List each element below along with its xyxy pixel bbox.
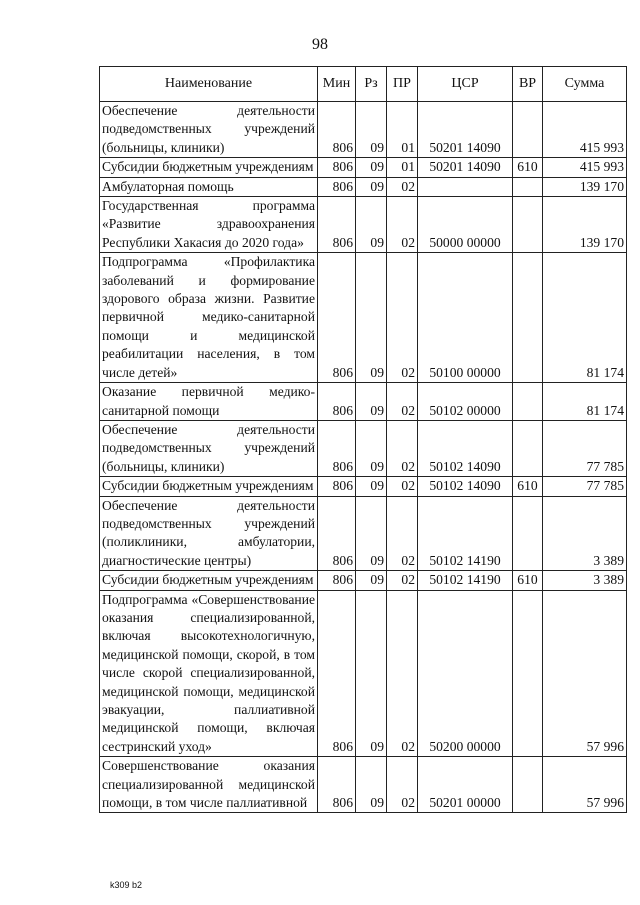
cell-vr	[513, 496, 543, 571]
cell-rz: 09	[356, 496, 387, 571]
header-name: Наименование	[100, 67, 318, 102]
table-row	[100, 197, 627, 253]
cell-min: 806	[318, 420, 356, 476]
cell-pr: 02	[387, 383, 418, 421]
cell-pr: 01	[387, 158, 418, 177]
cell-name: Субсидии бюджетным учреждениям	[100, 477, 318, 496]
cell-name: Совершенствование оказания специализированной медицинской помощи, в том числе паллиативной	[100, 757, 318, 813]
cell-min: 806	[318, 590, 356, 757]
header-min: Мин	[318, 67, 356, 102]
cell-sum: 415 993	[543, 158, 627, 177]
cell-vr	[513, 197, 543, 253]
cell-name: Амбулаторная помощь	[100, 177, 318, 196]
table-row	[100, 496, 627, 571]
cell-vr	[513, 177, 543, 196]
cell-csr: 50100 00000	[418, 253, 513, 383]
cell-rz: 09	[356, 197, 387, 253]
cell-name: Обеспечение деятельности подведомственных учреждений (больницы, клиники)	[100, 420, 318, 476]
cell-rz: 09	[356, 590, 387, 757]
cell-min: 806	[318, 177, 356, 196]
table-row	[100, 757, 627, 813]
cell-rz: 09	[356, 757, 387, 813]
table-row	[100, 420, 627, 476]
cell-rz: 09	[356, 571, 387, 590]
cell-csr: 50201 00000	[418, 757, 513, 813]
cell-min: 806	[318, 158, 356, 177]
cell-sum: 3 389	[543, 496, 627, 571]
cell-vr	[513, 253, 543, 383]
cell-pr: 02	[387, 757, 418, 813]
cell-rz: 09	[356, 253, 387, 383]
cell-sum: 139 170	[543, 177, 627, 196]
cell-vr	[513, 757, 543, 813]
cell-csr: 50000 00000	[418, 197, 513, 253]
table-row	[100, 590, 627, 757]
cell-pr: 02	[387, 177, 418, 196]
header-pr: ПР	[387, 67, 418, 102]
header-vr: ВР	[513, 67, 543, 102]
header-csr: ЦСР	[418, 67, 513, 102]
table-header	[100, 67, 627, 102]
cell-name: Обеспечение деятельности подведомственных учреждений (поликлиники, амбулатории, диагностические центры)	[100, 496, 318, 571]
cell-min: 806	[318, 571, 356, 590]
cell-sum: 3 389	[543, 571, 627, 590]
cell-vr: 610	[513, 571, 543, 590]
cell-pr: 02	[387, 590, 418, 757]
cell-name: Обеспечение деятельности подведомственных учреждений (больницы, клиники)	[100, 102, 318, 158]
cell-rz: 09	[356, 383, 387, 421]
table-row	[100, 102, 627, 158]
cell-pr: 02	[387, 477, 418, 496]
cell-vr	[513, 102, 543, 158]
header-row	[100, 67, 627, 102]
cell-sum: 139 170	[543, 197, 627, 253]
table-row	[100, 253, 627, 383]
table-body	[100, 102, 627, 813]
cell-vr: 610	[513, 158, 543, 177]
cell-min: 806	[318, 197, 356, 253]
cell-csr: 50201 14090	[418, 158, 513, 177]
cell-rz: 09	[356, 177, 387, 196]
cell-pr: 02	[387, 253, 418, 383]
cell-vr	[513, 590, 543, 757]
cell-pr: 02	[387, 496, 418, 571]
cell-min: 806	[318, 477, 356, 496]
cell-pr: 01	[387, 102, 418, 158]
cell-vr: 610	[513, 477, 543, 496]
cell-csr: 50201 14090	[418, 102, 513, 158]
cell-sum: 415 993	[543, 102, 627, 158]
cell-rz: 09	[356, 102, 387, 158]
table-row	[100, 158, 627, 177]
table-row	[100, 383, 627, 421]
cell-sum: 57 996	[543, 590, 627, 757]
cell-name: Оказание первичной медико-санитарной помощи	[100, 383, 318, 421]
header-sum: Сумма	[543, 67, 627, 102]
cell-rz: 09	[356, 158, 387, 177]
cell-csr: 50102 14190	[418, 496, 513, 571]
cell-rz: 09	[356, 477, 387, 496]
cell-vr	[513, 383, 543, 421]
table-row	[100, 477, 627, 496]
cell-name: Государственная программа «Развитие здравоохранения Республики Хакасия до 2020 года»	[100, 197, 318, 253]
cell-name: Подпрограмма «Совершенствование оказания специализированной, включая высокотехнологичную, медицинской помощи, скорой, в том числе скорой специализированной, медицинской помощи, медицинской эвакуации, паллиативной медицинской помощи, включая сестринский уход»	[100, 590, 318, 757]
cell-pr: 02	[387, 420, 418, 476]
cell-rz: 09	[356, 420, 387, 476]
cell-min: 806	[318, 383, 356, 421]
cell-vr	[513, 420, 543, 476]
cell-csr: 50102 00000	[418, 383, 513, 421]
budget-table	[99, 66, 627, 813]
cell-csr: 50102 14190	[418, 571, 513, 590]
cell-pr: 02	[387, 197, 418, 253]
cell-sum: 57 996	[543, 757, 627, 813]
page-number: 98	[312, 36, 328, 53]
footer-code: k309 b2	[110, 880, 143, 890]
cell-min: 806	[318, 253, 356, 383]
cell-sum: 81 174	[543, 383, 627, 421]
table-row	[100, 177, 627, 196]
cell-min: 806	[318, 757, 356, 813]
cell-sum: 77 785	[543, 477, 627, 496]
cell-name: Субсидии бюджетным учреждениям	[100, 158, 318, 177]
table-row	[100, 571, 627, 590]
cell-name: Субсидии бюджетным учреждениям	[100, 571, 318, 590]
cell-min: 806	[318, 102, 356, 158]
cell-sum: 77 785	[543, 420, 627, 476]
cell-csr: 50102 14090	[418, 477, 513, 496]
cell-csr: 50102 14090	[418, 420, 513, 476]
cell-csr: 50200 00000	[418, 590, 513, 757]
cell-pr: 02	[387, 571, 418, 590]
cell-csr	[418, 177, 513, 196]
header-rz: Рз	[356, 67, 387, 102]
cell-sum: 81 174	[543, 253, 627, 383]
cell-min: 806	[318, 496, 356, 571]
cell-name: Подпрограмма «Профилактика заболеваний и формирование здорового образа жизни. Развитие первичной медико-санитарной помощи и медицинской реабилитации населения, в том числе детей»	[100, 253, 318, 383]
